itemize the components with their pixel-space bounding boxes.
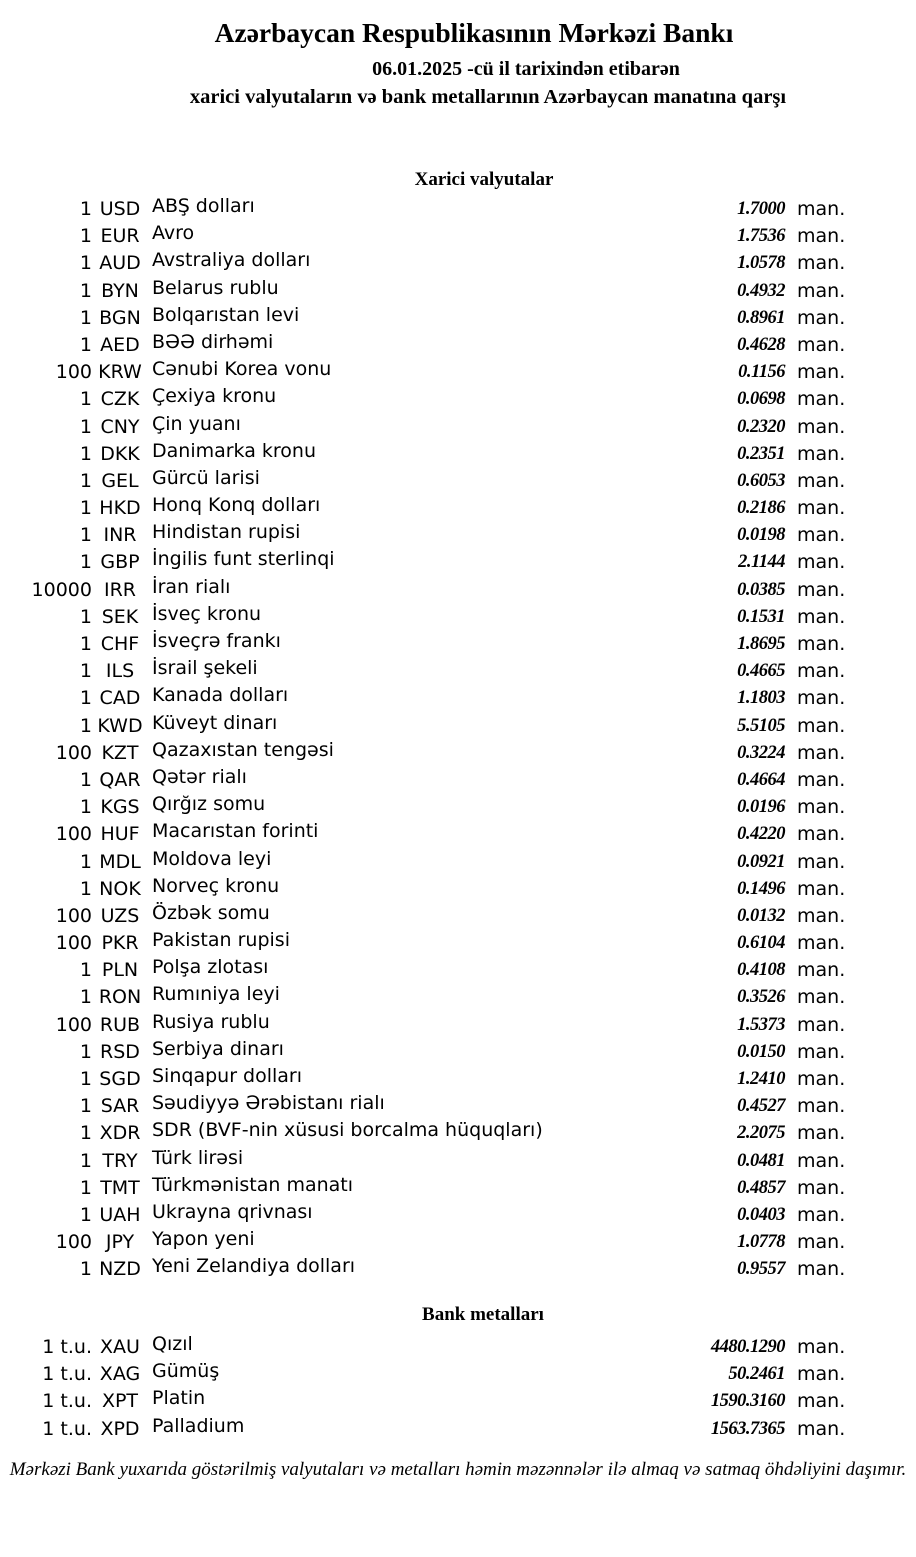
- currency-code: ILS: [105, 660, 135, 683]
- currency-unit-label: man.: [797, 850, 846, 873]
- currency-unit-label: man.: [797, 198, 846, 220]
- currency-name: Səudiyyə Ərəbistanı rialı: [152, 1092, 385, 1115]
- currency-row: [0, 522, 916, 549]
- currency-rate: 0.4857: [737, 1177, 785, 1198]
- currency-rate: 0.4220: [737, 824, 785, 845]
- currency-quantity: 1: [79, 877, 92, 900]
- currency-rate: 1.2410: [737, 1069, 785, 1089]
- currency-quantity: 100: [55, 1231, 92, 1254]
- currency-code: CHF: [100, 633, 140, 655]
- currency-quantity: 1: [79, 986, 92, 1009]
- currency-unit-label: man.: [797, 1149, 846, 1172]
- metal-rate: 50.2461: [728, 1364, 785, 1385]
- currency-rate: 0.4527: [737, 1096, 785, 1117]
- metal-name: Gümüş: [152, 1360, 220, 1383]
- currency-name: Qətər rialı: [152, 765, 247, 788]
- currency-rate: 0.1156: [738, 362, 785, 383]
- currency-row: [0, 821, 916, 848]
- currency-quantity: 1: [79, 252, 92, 275]
- obligation-note: Mərkəzi Bank yuxarıda göstərilmiş valyutaları və metalları həmin məzənnələr ilə almaq və satmaq öhdəliyini daşımır.: [9, 1459, 907, 1480]
- currency-row: [0, 549, 916, 576]
- currency-name: Sinqapur dolları: [152, 1065, 303, 1087]
- currency-rate: 0.8961: [737, 307, 785, 328]
- effective-date-line: 06.01.2025 -cü il tarixindən etibarən: [372, 58, 680, 80]
- currency-row: [0, 984, 916, 1011]
- currency-code: BGN: [99, 306, 141, 329]
- currency-quantity: 1: [79, 1040, 92, 1063]
- currency-quantity: 1: [79, 633, 92, 655]
- currency-row: [0, 414, 916, 441]
- currency-quantity: 1: [79, 306, 92, 329]
- currency-unit-label: man.: [797, 932, 846, 955]
- currency-name: Özbək somu: [152, 901, 270, 924]
- currency-rate: 2.1144: [738, 552, 785, 573]
- metals-table: [0, 1334, 916, 1443]
- currency-unit-label: man.: [797, 714, 846, 737]
- currency-quantity: 1: [79, 1122, 92, 1145]
- currency-name: Yeni Zelandiya dolları: [152, 1255, 356, 1278]
- currency-code: XDR: [99, 1122, 141, 1145]
- currency-unit-label: man.: [797, 796, 846, 819]
- currency-name: Gürcü larisi: [152, 466, 260, 489]
- currencies-table: [0, 196, 916, 1284]
- currency-row: [0, 305, 916, 332]
- metal-unit-label: man.: [797, 1417, 846, 1440]
- currency-row: [0, 903, 916, 930]
- currency-code: KRW: [98, 361, 142, 384]
- currency-quantity: 100: [55, 823, 92, 846]
- currency-name: İngilis funt sterlinqi: [152, 548, 335, 571]
- currency-quantity: 1: [79, 415, 92, 438]
- currency-row: [0, 1175, 916, 1202]
- metal-unit-label: man.: [797, 1363, 846, 1386]
- currency-code: EUR: [100, 225, 140, 248]
- currency-row: [0, 386, 916, 413]
- currency-rate: 0.3224: [737, 742, 785, 763]
- currency-quantity: 1: [79, 442, 92, 465]
- currency-name: İsveçrə frankı: [152, 630, 281, 652]
- currency-rate: 0.0198: [737, 525, 785, 546]
- currency-code: RSD: [100, 1040, 140, 1063]
- currency-name: ABŞ dolları: [152, 195, 255, 217]
- currency-quantity: 1: [79, 1068, 92, 1090]
- currency-quantity: 1: [79, 524, 92, 547]
- currency-rate: 0.4664: [737, 769, 785, 790]
- currency-rate: 0.1496: [737, 878, 785, 899]
- currency-name: Ukrayna qrivnası: [152, 1200, 313, 1223]
- metal-name: Platin: [152, 1387, 206, 1410]
- currency-unit-label: man.: [797, 1068, 846, 1090]
- currency-rate: 0.1531: [737, 606, 785, 627]
- currency-rate: 0.6053: [737, 470, 785, 491]
- currency-quantity: 1: [79, 333, 92, 356]
- currency-name: Cənubi Korea vonu: [152, 358, 332, 381]
- currency-row: [0, 223, 916, 250]
- metal-row: [0, 1361, 916, 1388]
- currency-quantity: 1: [79, 796, 92, 819]
- currency-name: Türk lirəsi: [152, 1146, 244, 1169]
- currency-row: [0, 1202, 916, 1229]
- currency-rate: 1.0578: [737, 253, 785, 274]
- currency-quantity: 1: [79, 225, 92, 248]
- metal-name: Palladium: [152, 1414, 245, 1437]
- metal-rate: 1563.7365: [710, 1418, 785, 1439]
- currency-row: [0, 713, 916, 740]
- currency-unit-label: man.: [797, 877, 846, 900]
- currency-code: NOK: [99, 877, 141, 900]
- currency-name: Danimarka kronu: [152, 439, 317, 462]
- currency-rate: 1.7000: [737, 199, 785, 219]
- currency-quantity: 1: [79, 850, 92, 873]
- currency-row: [0, 1066, 916, 1093]
- currency-code: JPY: [105, 1231, 135, 1254]
- currency-row: [0, 196, 916, 223]
- currency-quantity: 1: [79, 388, 92, 411]
- currency-row: [0, 930, 916, 957]
- currency-name: Rusiya rublu: [152, 1010, 270, 1033]
- currency-rate: 0.0132: [737, 905, 785, 926]
- currency-code: KWD: [97, 714, 143, 737]
- currency-quantity: 1: [79, 198, 92, 220]
- currency-unit-label: man.: [797, 442, 846, 465]
- currency-rate: 0.4665: [737, 661, 785, 682]
- currency-row: [0, 1039, 916, 1066]
- currency-quantity: 1: [79, 660, 92, 683]
- currency-name: Qazaxıstan tengəsi: [152, 738, 334, 761]
- currency-rate: 0.3526: [737, 987, 785, 1008]
- currency-name: Honq Konq dolları: [152, 494, 321, 517]
- currency-unit-label: man.: [797, 986, 846, 1009]
- currency-unit-label: man.: [797, 660, 846, 683]
- currency-name: İsveç kronu: [152, 602, 262, 625]
- currency-name: Çin yuanı: [152, 412, 241, 435]
- currency-unit-label: man.: [797, 823, 846, 846]
- currency-rate: 1.5373: [737, 1014, 785, 1035]
- currency-quantity: 1: [79, 1149, 92, 1172]
- metal-row: [0, 1334, 916, 1361]
- currency-row: [0, 1093, 916, 1120]
- currency-code: RON: [98, 986, 142, 1009]
- currency-row: [0, 359, 916, 386]
- metal-unit-label: man.: [797, 1336, 846, 1358]
- metal-quantity: 1 t.u.: [42, 1363, 92, 1386]
- currency-unit-label: man.: [797, 1231, 846, 1254]
- metal-name: Qızıl: [152, 1333, 193, 1355]
- currency-row: [0, 1120, 916, 1147]
- currency-code: SEK: [101, 605, 139, 628]
- currency-unit-label: man.: [797, 497, 846, 520]
- currency-unit-label: man.: [797, 741, 846, 764]
- currency-code: KGS: [100, 796, 140, 819]
- currency-code: CNY: [100, 415, 140, 438]
- currency-code: USD: [99, 198, 141, 220]
- metal-unit-label: man.: [797, 1390, 846, 1413]
- currency-name: Polşa zlotası: [152, 956, 269, 979]
- page-subtitle: xarici valyutaların və bank metallarının Azərbaycan manatına qarşı: [189, 86, 787, 108]
- currency-unit-label: man.: [797, 1176, 846, 1199]
- currency-quantity: 1: [79, 279, 92, 302]
- currency-name: Macarıstan forinti: [152, 820, 319, 843]
- currency-quantity: 100: [55, 361, 92, 384]
- currency-unit-label: man.: [797, 1258, 846, 1281]
- currency-name: Kanada dolları: [152, 684, 289, 707]
- currency-code: UZS: [100, 904, 140, 927]
- currency-name: Çexiya kronu: [152, 385, 277, 408]
- currency-rate: 0.0403: [737, 1204, 785, 1225]
- currency-quantity: 1: [79, 768, 92, 791]
- currency-row: [0, 604, 916, 631]
- currency-unit-label: man.: [797, 1203, 846, 1226]
- currency-rate: 0.0698: [737, 389, 785, 410]
- currency-code: IRR: [103, 578, 136, 601]
- currency-code: PLN: [101, 959, 139, 982]
- currency-quantity: 1: [79, 605, 92, 628]
- currency-unit-label: man.: [797, 388, 846, 411]
- metal-rate: 4480.1290: [710, 1337, 785, 1357]
- currency-row: [0, 278, 916, 305]
- currency-code: TMT: [100, 1176, 140, 1199]
- currency-rate: 0.0385: [737, 579, 785, 600]
- currency-name: Belarus rublu: [152, 276, 279, 299]
- currency-quantity: 1: [79, 687, 92, 710]
- currency-row: [0, 767, 916, 794]
- currency-name: Küveyt dinarı: [152, 711, 278, 734]
- currency-unit-label: man.: [797, 333, 846, 356]
- currency-row: [0, 876, 916, 903]
- metal-rate: 1590.3160: [710, 1391, 785, 1412]
- currency-unit-label: man.: [797, 1095, 846, 1118]
- currency-rate: 0.2186: [737, 498, 785, 519]
- currency-code: CZK: [100, 388, 140, 411]
- currency-name: Yapon yeni: [152, 1228, 255, 1251]
- currency-code: SGD: [99, 1068, 141, 1090]
- currency-rate: 1.8695: [737, 634, 785, 654]
- currency-name: SDR (BVF-nin xüsusi borcalma hüquqları): [152, 1119, 543, 1142]
- currency-unit-label: man.: [797, 1122, 846, 1145]
- currency-quantity: 100: [55, 1013, 92, 1036]
- currency-code: SAR: [100, 1095, 140, 1118]
- currency-code: PKR: [101, 932, 139, 955]
- currency-row: [0, 957, 916, 984]
- currency-row: [0, 495, 916, 522]
- currency-unit-label: man.: [797, 959, 846, 982]
- currency-row: [0, 658, 916, 685]
- metal-row: [0, 1416, 916, 1443]
- currency-row: [0, 1256, 916, 1283]
- currency-rate: 0.4108: [737, 960, 785, 981]
- currency-unit-label: man.: [797, 768, 846, 791]
- currency-code: GEL: [101, 469, 139, 492]
- currency-row: [0, 577, 916, 604]
- metal-quantity: 1 t.u.: [42, 1417, 92, 1440]
- currency-code: INR: [103, 524, 137, 547]
- currency-code: QAR: [99, 768, 141, 791]
- currency-row: [0, 250, 916, 277]
- currency-name: BƏƏ dirhəmi: [152, 330, 274, 353]
- currency-rate: 0.0196: [737, 797, 785, 818]
- currencies-section-heading: Xarici valyutalar: [414, 169, 554, 190]
- currency-unit-label: man.: [797, 904, 846, 927]
- metals-section-heading: Bank metalları: [422, 1304, 544, 1325]
- currency-unit-label: man.: [797, 687, 846, 710]
- metal-code: XPT: [101, 1390, 139, 1413]
- currency-unit-label: man.: [797, 225, 846, 248]
- currency-rate: 1.0778: [737, 1232, 785, 1253]
- currency-rate: 0.6104: [737, 933, 785, 954]
- currency-quantity: 100: [55, 932, 92, 955]
- currency-quantity: 1: [79, 1258, 92, 1281]
- currency-unit-label: man.: [797, 306, 846, 329]
- currency-unit-label: man.: [797, 1013, 846, 1036]
- currency-code: KZT: [101, 741, 139, 764]
- currency-name: Bolqarıstan levi: [152, 303, 300, 326]
- currency-quantity: 1: [79, 1203, 92, 1226]
- currency-code: AUD: [99, 252, 141, 275]
- currency-rate: 0.0921: [737, 851, 785, 872]
- currency-unit-label: man.: [797, 551, 846, 574]
- currency-quantity: 10000: [31, 578, 92, 601]
- currency-row: [0, 1148, 916, 1175]
- currency-unit-label: man.: [797, 469, 846, 492]
- currency-rate: 0.0150: [737, 1041, 785, 1062]
- currency-row: [0, 1229, 916, 1256]
- currency-name: Avro: [152, 222, 195, 245]
- currency-rate: 1.1803: [737, 688, 785, 709]
- currency-name: Hindistan rupisi: [152, 521, 301, 544]
- currency-name: İsrail şekeli: [152, 657, 258, 680]
- currency-code: HKD: [99, 497, 141, 520]
- currency-quantity: 1: [79, 1176, 92, 1199]
- currency-code: TRY: [102, 1149, 138, 1172]
- currency-unit-label: man.: [797, 1040, 846, 1063]
- currency-quantity: 1: [79, 959, 92, 982]
- currency-quantity: 1: [79, 551, 92, 574]
- currency-name: Pakistan rupisi: [152, 929, 290, 952]
- currency-name: Türkmənistan manatı: [152, 1173, 354, 1196]
- currency-name: Qırğız somu: [152, 793, 266, 816]
- currency-name: Norveç kronu: [152, 874, 280, 897]
- currency-quantity: 1: [79, 1095, 92, 1118]
- currency-code: MDL: [99, 850, 141, 873]
- currency-code: BYN: [101, 279, 139, 302]
- currency-code: NZD: [99, 1258, 141, 1281]
- currency-unit-label: man.: [797, 633, 846, 655]
- currency-row: [0, 849, 916, 876]
- currency-code: AED: [100, 333, 140, 356]
- currency-rate: 0.0481: [737, 1150, 785, 1171]
- page-title: Azərbaycan Respublikasının Mərkəzi Bankı: [214, 17, 734, 48]
- currency-rate: 0.2320: [737, 416, 785, 437]
- currency-unit-label: man.: [797, 578, 846, 601]
- currency-row: [0, 740, 916, 767]
- currency-row: [0, 441, 916, 468]
- currency-unit-label: man.: [797, 279, 846, 302]
- currency-name: Serbiya dinarı: [152, 1037, 284, 1060]
- currency-row: [0, 685, 916, 712]
- currency-rate: 0.4932: [737, 280, 785, 301]
- metal-code: XAG: [99, 1363, 141, 1386]
- currency-rate: 0.9557: [737, 1259, 785, 1280]
- currency-unit-label: man.: [797, 252, 846, 275]
- metal-code: XPD: [100, 1417, 140, 1440]
- currency-code: CAD: [99, 687, 141, 710]
- currency-name: İran rialı: [152, 575, 231, 598]
- currency-code: HUF: [100, 823, 140, 846]
- currency-row: [0, 631, 916, 658]
- currency-name: Moldova leyi: [152, 847, 272, 870]
- currency-name: Avstraliya dolları: [152, 249, 311, 272]
- currency-row: [0, 1012, 916, 1039]
- currency-quantity: 1: [79, 469, 92, 492]
- metal-quantity: 1 t.u.: [42, 1390, 92, 1413]
- currency-row: [0, 794, 916, 821]
- currency-quantity: 1: [79, 497, 92, 520]
- currency-unit-label: man.: [797, 415, 846, 438]
- currency-rate: 2.2075: [737, 1123, 785, 1144]
- currency-unit-label: man.: [797, 361, 846, 384]
- currency-unit-label: man.: [797, 524, 846, 547]
- currency-row: [0, 332, 916, 359]
- currency-rate: 0.4628: [737, 334, 785, 355]
- metal-quantity: 1 t.u.: [42, 1336, 92, 1358]
- currency-quantity: 100: [55, 904, 92, 927]
- currency-unit-label: man.: [797, 605, 846, 628]
- currency-code: DKK: [100, 442, 140, 465]
- currency-row: [0, 468, 916, 495]
- currency-name: Rumıniya leyi: [152, 983, 280, 1006]
- metal-code: XAU: [100, 1336, 140, 1358]
- currency-rate: 5.5105: [737, 715, 785, 736]
- metal-row: [0, 1388, 916, 1415]
- currency-code: RUB: [99, 1013, 141, 1036]
- currency-code: GBP: [100, 551, 140, 574]
- currency-rate: 0.2351: [737, 443, 785, 464]
- currency-rate: 1.7536: [737, 226, 785, 247]
- currency-quantity: 1: [79, 714, 92, 737]
- currency-quantity: 100: [55, 741, 92, 764]
- currency-code: UAH: [99, 1203, 141, 1226]
